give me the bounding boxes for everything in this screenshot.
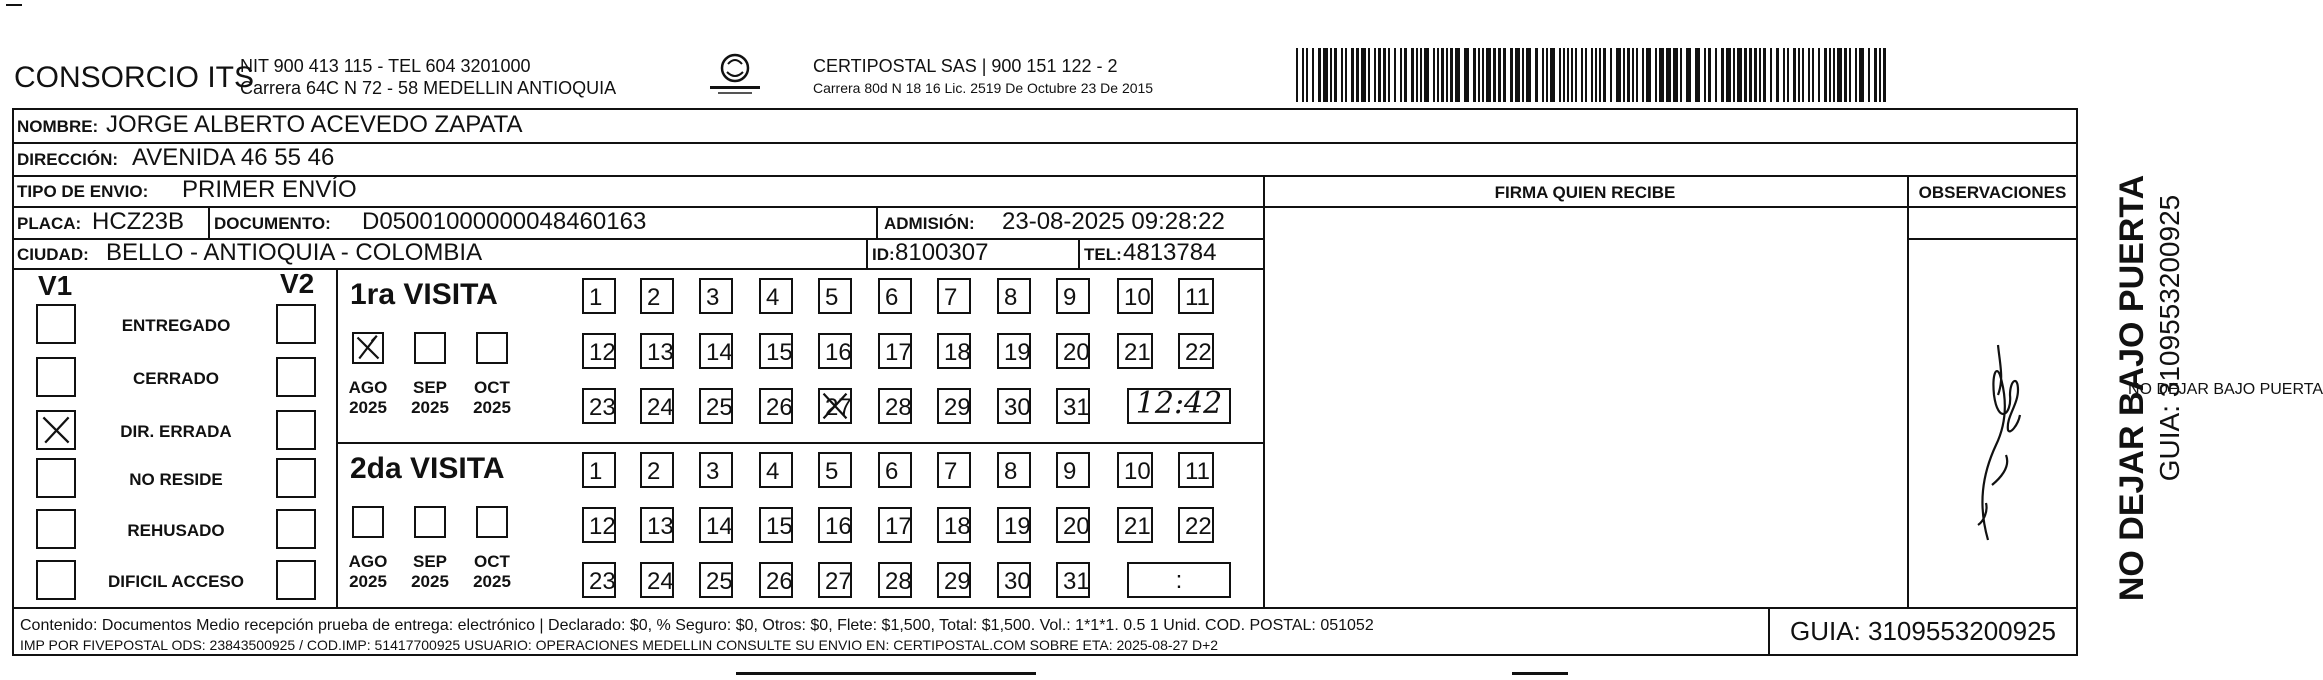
v1-checkbox[interactable] [36, 410, 76, 450]
day-box[interactable] [997, 507, 1031, 543]
day-box[interactable] [1056, 278, 1090, 314]
day-number: 6 [885, 458, 899, 485]
status-label: DIR. ERRADA [120, 422, 232, 441]
day-box[interactable] [818, 388, 852, 424]
day-box[interactable] [818, 507, 852, 543]
day-box[interactable] [699, 278, 733, 314]
day-number: 5 [825, 284, 839, 311]
day-number: 27 [825, 394, 852, 421]
x-mark-icon [820, 390, 850, 422]
day-number: 20 [1063, 339, 1090, 366]
day-number: 12 [589, 339, 616, 366]
admision-value: 23-08-2025 09:28:22 [1002, 208, 1225, 235]
day-number: 16 [825, 339, 852, 366]
month-checkbox[interactable] [476, 506, 508, 538]
v2-checkbox[interactable] [276, 458, 316, 498]
barcode-icon [1296, 48, 1890, 102]
day-number: 9 [1063, 458, 1077, 485]
day-box[interactable] [878, 507, 912, 543]
day-box[interactable] [699, 333, 733, 369]
v2-label: V2 [280, 268, 315, 299]
visit-time: : [1175, 567, 1183, 594]
day-number: 27 [825, 568, 852, 595]
day-box[interactable] [1117, 452, 1153, 488]
day-number: 9 [1063, 284, 1077, 311]
day-box[interactable] [759, 452, 793, 488]
day-number: 25 [706, 394, 733, 421]
day-box[interactable] [997, 452, 1031, 488]
v2-checkbox[interactable] [276, 357, 316, 397]
ciudad-label: CIUDAD: [17, 245, 89, 264]
visit-title: 1ra VISITA [350, 278, 498, 311]
day-box[interactable] [1117, 278, 1153, 314]
v1-label: V1 [38, 270, 73, 301]
day-number: 31 [1063, 394, 1090, 421]
day-box[interactable] [759, 333, 793, 369]
day-box[interactable] [699, 388, 733, 424]
day-number: 20 [1063, 513, 1090, 540]
day-box[interactable] [640, 278, 674, 314]
x-mark-icon [354, 334, 382, 362]
day-number: 22 [1185, 513, 1212, 540]
month-checkbox[interactable] [414, 506, 446, 538]
day-box[interactable] [1178, 278, 1214, 314]
day-box[interactable] [640, 452, 674, 488]
day-box[interactable] [640, 562, 674, 598]
documento-value: D05001000000048460163 [362, 208, 647, 235]
placa-label: PLACA: [17, 214, 82, 233]
day-box[interactable] [937, 507, 971, 543]
day-number: 11 [1185, 284, 1210, 311]
direccion-label: DIRECCIÓN: [17, 150, 119, 169]
tipo-envio-label: TIPO DE ENVIO: [17, 182, 149, 201]
footer-content-line: Contenido: Documentos Medio recepción prueba de entrega: electrónico | Declarado: $0, % Seguro: $0, Otros: $0, Flete: $1,500, Total: $1,500. Vol.: 1*1*1. 0.5 1 Unid. COD. POSTAL: 051052 [20, 617, 1374, 634]
day-box[interactable] [818, 562, 852, 598]
day-box[interactable] [699, 507, 733, 543]
day-number: 26 [766, 568, 793, 595]
company-nit: NIT 900 413 115 - TEL 604 3201000 [240, 56, 531, 76]
day-box[interactable] [699, 562, 733, 598]
day-number: 23 [589, 568, 616, 595]
visit-time-box[interactable] [1127, 562, 1231, 598]
day-box[interactable] [1056, 388, 1090, 424]
day-box[interactable] [878, 562, 912, 598]
day-number: 21 [1124, 339, 1151, 366]
day-number: 22 [1185, 339, 1212, 366]
day-number: 14 [706, 513, 733, 540]
status-label: ENTREGADO [121, 316, 231, 335]
day-box[interactable] [1178, 507, 1214, 543]
day-number: 10 [1124, 284, 1151, 311]
day-box[interactable] [582, 333, 616, 369]
day-number: 30 [1004, 568, 1031, 595]
observaciones-header: OBSERVACIONES [1918, 183, 2067, 202]
day-number: 30 [1004, 394, 1031, 421]
day-number: 28 [885, 394, 912, 421]
v1-checkbox[interactable] [36, 304, 76, 344]
v1-checkbox[interactable] [36, 509, 76, 549]
month-checkbox[interactable] [414, 332, 446, 364]
v2-checkbox[interactable] [276, 560, 316, 600]
day-number: 16 [825, 513, 852, 540]
day-number: 2 [647, 458, 661, 485]
day-number: 15 [766, 339, 793, 366]
month-label: OCT 2025 [473, 552, 511, 591]
certipostal-address: Carrera 80d N 18 16 Lic. 2519 De Octubre 23 De 2015 [813, 80, 1154, 96]
status-label: DIFICIL ACCESO [107, 572, 244, 591]
footer-guia: GUIA: 3109553200925 [1790, 616, 2056, 646]
day-box[interactable] [1056, 562, 1090, 598]
day-box[interactable] [1056, 452, 1090, 488]
day-number: 4 [766, 458, 780, 485]
month-label: AGO 2025 [348, 378, 388, 417]
day-number: 31 [1063, 568, 1090, 595]
day-box[interactable] [997, 388, 1031, 424]
day-box[interactable] [582, 388, 616, 424]
certipostal-name: CERTIPOSTAL SAS | 900 151 122 - 2 [813, 56, 1118, 76]
ciudad-value: BELLO - ANTIOQUIA - COLOMBIA [106, 239, 483, 266]
day-number: 12 [589, 513, 616, 540]
documento-label: DOCUMENTO: [214, 214, 331, 233]
day-number: 24 [647, 568, 674, 595]
month-label: AGO 2025 [348, 552, 388, 591]
day-box[interactable] [818, 452, 852, 488]
day-box[interactable] [759, 507, 793, 543]
tel-label: TEL: [1084, 245, 1122, 264]
day-box[interactable] [818, 278, 852, 314]
day-number: 11 [1185, 458, 1210, 485]
day-box[interactable] [640, 333, 674, 369]
day-number: 2 [647, 284, 661, 311]
month-checkbox[interactable] [352, 506, 384, 538]
day-number: 7 [944, 284, 958, 311]
v2-checkbox[interactable] [276, 410, 316, 450]
day-number: 10 [1124, 458, 1151, 485]
day-number: 17 [885, 339, 912, 366]
day-number: 6 [885, 284, 899, 311]
day-number: 13 [647, 513, 674, 540]
status-label: REHUSADO [127, 521, 225, 540]
day-box[interactable] [1178, 333, 1214, 369]
day-number: 15 [766, 513, 793, 540]
day-box[interactable] [582, 452, 616, 488]
side-guia-text: GUIA: 3109553200925 [2154, 194, 2185, 482]
day-number: 18 [944, 513, 971, 540]
day-box[interactable] [699, 452, 733, 488]
v1-checkbox[interactable] [36, 357, 76, 397]
day-box[interactable] [640, 388, 674, 424]
day-number: 3 [706, 458, 720, 485]
day-box[interactable] [878, 388, 912, 424]
side-title-text: NO DEJAR BAJO PUERTA [2113, 174, 2151, 602]
day-number: 19 [1004, 513, 1031, 540]
v1-checkbox[interactable] [36, 458, 76, 498]
month-label: SEP 2025 [411, 552, 449, 591]
tipo-envio-value: PRIMER ENVÍO [182, 176, 357, 203]
v2-checkbox[interactable] [276, 509, 316, 549]
day-number: 19 [1004, 339, 1031, 366]
day-number: 7 [944, 458, 958, 485]
day-box[interactable] [1117, 507, 1153, 543]
day-box[interactable] [759, 388, 793, 424]
direccion-value: AVENIDA 46 55 46 [132, 144, 335, 171]
day-number: 25 [706, 568, 733, 595]
tel-value: 4813784 [1123, 239, 1217, 266]
day-box[interactable] [937, 452, 971, 488]
visit-title: 2da VISITA [350, 452, 505, 485]
day-number: 21 [1124, 513, 1151, 540]
month-checkbox[interactable] [352, 332, 384, 364]
signature-icon [1948, 335, 2038, 545]
day-number: 28 [885, 568, 912, 595]
month-label: OCT 2025 [473, 378, 511, 417]
day-number: 17 [885, 513, 912, 540]
day-number: 29 [944, 568, 971, 595]
month-checkbox[interactable] [476, 332, 508, 364]
footer-imp-line: IMP POR FIVEPOSTAL ODS: 23843500925 / COD.IMP: 51417700925 USUARIO: OPERACIONES MEDELLIN CONSULTE SU ENVIO EN: CERTIPOSTAL.COM SOBRE ETA: 2025-08-27 D+2 [20, 637, 1219, 653]
month-label: SEP 2025 [411, 378, 449, 417]
day-box[interactable] [937, 388, 971, 424]
firma-header: FIRMA QUIEN RECIBE [1494, 183, 1676, 202]
id-label: ID: [872, 245, 895, 264]
day-number: 1 [589, 284, 603, 311]
visit-time: 12:42 [1135, 386, 1223, 421]
day-number: 29 [944, 394, 971, 421]
day-box[interactable] [759, 278, 793, 314]
day-number: 13 [647, 339, 674, 366]
day-box[interactable] [937, 333, 971, 369]
day-number: 24 [647, 394, 674, 421]
day-box[interactable] [1056, 507, 1090, 543]
day-box[interactable] [878, 278, 912, 314]
nombre-value: JORGE ALBERTO ACEVEDO ZAPATA [106, 111, 523, 138]
day-number: 18 [944, 339, 971, 366]
day-box[interactable] [1056, 333, 1090, 369]
day-number: 1 [589, 458, 603, 485]
day-number: 5 [825, 458, 839, 485]
day-number: 3 [706, 284, 720, 311]
day-box[interactable] [878, 452, 912, 488]
day-box[interactable] [878, 333, 912, 369]
x-mark-icon [38, 412, 74, 448]
day-box[interactable] [937, 278, 971, 314]
day-number: 14 [706, 339, 733, 366]
admision-label: ADMISIÓN: [884, 214, 975, 233]
day-number: 8 [1004, 284, 1018, 311]
company-address: Carrera 64C N 72 - 58 MEDELLIN ANTIOQUIA [240, 78, 617, 98]
day-box[interactable] [640, 507, 674, 543]
day-box[interactable] [582, 278, 616, 314]
status-label: CERRADO [133, 369, 219, 388]
v2-checkbox[interactable] [276, 304, 316, 344]
day-number: 8 [1004, 458, 1018, 485]
day-box[interactable] [818, 333, 852, 369]
visit-time-box[interactable] [1127, 388, 1231, 424]
day-box[interactable] [937, 562, 971, 598]
day-number: 23 [589, 394, 616, 421]
day-box[interactable] [1117, 333, 1153, 369]
day-box[interactable] [1178, 452, 1214, 488]
certipostal-logo-icon [700, 52, 770, 96]
day-number: 4 [766, 284, 780, 311]
status-label: NO RESIDE [129, 470, 223, 489]
day-box[interactable] [582, 562, 616, 598]
day-box[interactable] [582, 507, 616, 543]
day-box[interactable] [997, 562, 1031, 598]
day-box[interactable] [997, 333, 1031, 369]
day-box[interactable] [997, 278, 1031, 314]
nombre-label: NOMBRE: [17, 117, 99, 136]
id-value: 8100307 [895, 239, 989, 266]
day-box[interactable] [759, 562, 793, 598]
day-number: 26 [766, 394, 793, 421]
v1-checkbox[interactable] [36, 560, 76, 600]
company-name: CONSORCIO ITS [14, 61, 255, 94]
placa-value: HCZ23B [92, 208, 185, 235]
